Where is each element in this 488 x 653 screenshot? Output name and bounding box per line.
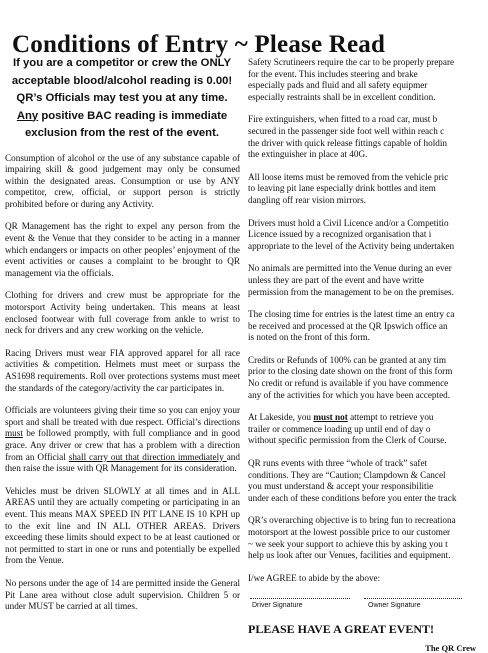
header-line-3: QR’s Officials may test you at any time.	[16, 92, 228, 104]
owner-signature-line[interactable]	[364, 598, 462, 599]
officials-text-a: Officials are volunteers giving their time so you can enjoy your sport and shall be treated with due respect. Official’s directions	[5, 405, 240, 427]
credits-line: any of the activities for which you have been accepted.	[248, 389, 451, 400]
licence-line: appropriate to the level of the Activity being undertaken	[248, 240, 455, 251]
animals-line: permission from the management to be on the premises.	[248, 286, 454, 297]
great-event-banner: PLEASE HAVE A GREAT EVENT!	[248, 622, 435, 637]
objective-line: ~ we seek your support to achieve this by asking you t	[248, 538, 448, 549]
owner-signature-label: Owner Signature	[368, 602, 421, 610]
closing-line: be received and processed at the QR Ipswich office an	[248, 320, 448, 331]
lakeside-text-c: attempt to retrieve you	[347, 412, 434, 423]
racing-paragraph: Racing Drivers must wear FIA approved apparel for all race activities & competition. Helmets must meet or surpass the AS1698 requirements. Roll over protections systems must meet the standards of the category/activity the car participates in.	[5, 347, 240, 393]
animals-line: No animals are permitted into the Venue during an ever	[248, 263, 452, 274]
driver-signature-line[interactable]	[250, 598, 350, 599]
objective-paragraph	[248, 515, 488, 561]
credits-line: prior to the closing date shown on the front of this form	[248, 366, 453, 377]
licence-paragraph	[248, 218, 488, 253]
driver-signature-label: Driver Signature	[252, 602, 303, 610]
management-paragraph: QR Management has the right to expel any person from the event & the Venue that they consider to be acting in a manner which endangers or impacts on other peoples’ enjoyment of the event activities or causes a complaint to be brought to QR management via the officials.	[5, 221, 240, 278]
runs-line: you must understand & accept your responsibilitie	[248, 481, 434, 492]
fire-paragraph	[248, 114, 488, 160]
credits-line: Credits or Refunds of 100% can be granted at any tim	[248, 354, 446, 365]
right-column	[248, 57, 488, 653]
lakeside-paragraph	[248, 412, 488, 447]
loose-line: to leaving pit lane especially drink bottles and item	[248, 183, 436, 194]
header-line-4	[2, 108, 242, 126]
sign-off: The QR Crew	[425, 643, 476, 653]
fire-line: Fire extinguishers, when fitted to a road car, must b	[248, 114, 438, 125]
officials-paragraph	[5, 405, 240, 475]
lakeside-line: trailer or commence loading up until end of day o	[248, 423, 431, 434]
lakeside-text-a: At Lakeside, you	[248, 412, 314, 423]
loose-line: All loose items must be removed from the vehicle pric	[248, 171, 449, 182]
loose-items-paragraph	[248, 172, 488, 207]
header-line-4-rest: positive BAC reading is immediate	[38, 109, 228, 122]
header-any: Any	[16, 109, 39, 122]
officials-text-c: and then raise the issue with QR Management for its consideration.	[5, 451, 240, 474]
objective-line: QR’s overarching objective is to bring fun to recreationa	[248, 515, 456, 526]
page-title: Conditions of Entry ~ Please Read	[12, 31, 386, 58]
clothing-paragraph: Clothing for drivers and crew must be appropriate for the motorsport Activity being undertaken. This means at least enclosed footwear with full coverage from ankle to wrist to neck for drivers and any crew working on the vehicle.	[5, 290, 240, 336]
left-column	[5, 55, 240, 613]
animals-line: unless they are part of the event and have writte	[248, 274, 424, 285]
objective-line: motorsport at the lowest possible price to our customer	[248, 527, 451, 537]
credits-line: No credit or refund is available if you have commence	[248, 378, 449, 389]
header-line-1: If you are a competitor or crew the ONLY	[12, 57, 232, 69]
officials-must: must	[5, 428, 23, 439]
age-paragraph: No persons under the age of 14 are permitted inside the General Pit Lane area without close adult supervision. Children 5 or under MUST be carried at all times.	[5, 577, 240, 612]
licence-line: Licence issued by a recognized organisation that i	[248, 229, 432, 240]
track-conditions-paragraph	[248, 458, 488, 504]
scrutineers-line: especially pads and fluid and all safety equipmer	[248, 80, 428, 91]
closing-time-paragraph	[248, 309, 488, 344]
officials-text-b: be followed promptly, with full compliance and in good grace. Any driver or crew that has a problem with a direction from an Official	[5, 428, 240, 462]
vehicles-paragraph: Vehicles must be driven SLOWLY at all times and in ALL AREAS until they are actually competing or participating in an event. This means MAX SPEED IN PIT LANE IS 10 KPH up to the exit line and IN ALL OTHER AREAS. Drivers exceeding these limits should expect to be at least cautioned or not permitted to start in one or runs and potentially be expelled from the Venue.	[5, 485, 240, 566]
header-line-2: acceptable blood/alcohol reading is 0.00!	[11, 74, 233, 87]
runs-line: QR runs events with three “whole of track” safet	[248, 458, 428, 469]
alcohol-paragraph: Consumption of alcohol or the use of any substance capable of impairing skill & good judgement may only be consumed within the designated areas. Consumption or use by ANY competitor, crew, official, or support person is strictly prohibited before or during any Activity.	[5, 152, 240, 209]
scrutineers-line: Safety Scrutineers require the car to be properly prepare	[248, 57, 455, 67]
alcohol-warning-header	[2, 55, 242, 143]
closing-line: The closing time for entries is the latest time an entry ca	[248, 309, 455, 320]
lakeside-must-not: must not	[313, 412, 348, 423]
scrutineers-paragraph	[248, 57, 488, 103]
runs-line: under each of these conditions before you enter the track	[248, 492, 457, 503]
fire-line: secured in the passenger side foot well within reach c	[248, 125, 445, 136]
fire-line: the driver with quick release fittings capable of holdin	[248, 137, 447, 148]
fire-line: the extinguisher in place at 40G.	[248, 149, 368, 160]
signature-area	[248, 588, 488, 618]
lakeside-line: without specific permission from the Clerk of Course.	[248, 435, 447, 446]
licence-line: Drivers must hold a Civil Licence and/or a Competitio	[248, 217, 449, 228]
loose-line: dangling off rear vision mirrors.	[248, 194, 366, 205]
agree-statement: I/we AGREE to abide by the above:	[248, 572, 381, 583]
officials-underlined: shall carry out that direction immediately	[68, 451, 227, 462]
scrutineers-line: especially restraints shall be in excellent condition.	[248, 91, 436, 102]
objective-line: help us look after our Venues, facilities and equipment.	[248, 550, 451, 561]
closing-line: is noted on the front of this form.	[248, 332, 370, 343]
animals-paragraph	[248, 263, 488, 298]
scrutineers-line: for the event. This includes steering and brake	[248, 68, 418, 79]
runs-line: conditions. They are “Caution; Clampdown & Cancel	[248, 469, 446, 480]
credits-paragraph	[248, 355, 488, 401]
header-line-5: exclusion from the rest of the event.	[25, 127, 219, 139]
